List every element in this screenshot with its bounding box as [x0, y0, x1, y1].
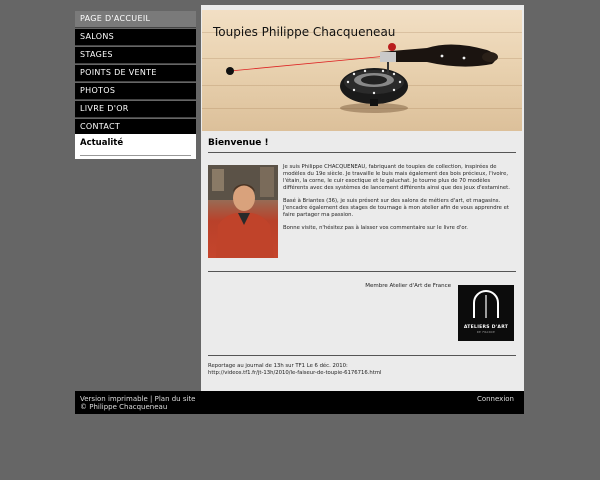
footer — [75, 391, 524, 414]
nav-item-contact[interactable]: CONTACT — [75, 119, 196, 136]
sitemap-link[interactable]: Plan du site — [154, 395, 196, 403]
nav-item-photos[interactable]: PHOTOS — [75, 83, 196, 100]
nav-item-salons[interactable]: SALONS — [75, 29, 196, 46]
news-divider — [80, 155, 191, 156]
copyright: © Philippe Chacqueneau — [80, 403, 168, 411]
site-title: Toupies Philippe Chacqueneau — [213, 25, 396, 39]
launcher-button — [388, 43, 396, 51]
top-center — [361, 76, 387, 85]
nav-item-points-de-vente[interactable]: POINTS DE VENTE — [75, 65, 196, 82]
laser-tip — [226, 67, 234, 75]
login-link[interactable]: Connexion — [476, 395, 514, 403]
logo-line-2: DE FRANCE — [476, 331, 496, 334]
intro-paragraph: Bonne visite, n'hésitez pas à laisser vos commentaire sur le livre d'or. — [283, 225, 468, 231]
header-banner — [202, 10, 522, 131]
portrait-photo — [208, 165, 278, 258]
news-title: Actualité — [80, 138, 124, 148]
main-nav — [75, 11, 196, 137]
launcher-handle — [380, 44, 496, 66]
launcher-ferrule — [380, 52, 396, 62]
report-caption: Reportage au journal de 13h sur TF1 Le 6 déc. 2010: — [208, 363, 348, 369]
portrait-image — [208, 165, 278, 258]
logo-line-1: ATELIERS D'ART — [463, 325, 509, 330]
welcome-heading: Bienvenue ! — [208, 138, 269, 148]
report-link[interactable]: http://videos.tf1.fr/jt-13h/2010/le-faiseur-de-toupie-6176716.html — [208, 370, 382, 376]
intro-paragraph: Je suis Philippe CHACQUENEAU, fabriquant de toupies de collection, inspirées de modèles du 19e siècle. Je travaille le buis mais également des bois précieux, l'ivoire, l'étain, la corne, le cuir exoctique et le galuchat. Je tourne plus de 70 modèles différents avec des systèmes de lancement différents ainsi que des jeux d'estaminet. — [283, 164, 510, 191]
nav-item-livre-dor[interactable]: LIVRE D'OR — [75, 101, 196, 118]
news-box — [75, 134, 196, 159]
ateliers-logo-icon — [458, 285, 514, 325]
print-version-link[interactable]: Version imprimable — [80, 395, 148, 403]
nav-item-home[interactable]: PAGE D'ACCUEIL — [75, 11, 196, 28]
main-content — [201, 5, 524, 391]
intro-paragraph: Basé à Briantes (36), je suis présent sur des salons de métiers d'art, et magasins. J'encadre également des stages de tournage à mon atelier afin de vous apprendre et faire partager ma passion. — [283, 198, 509, 218]
intro-text — [283, 164, 516, 238]
footer-separator: | — [147, 395, 155, 403]
divider — [208, 152, 516, 153]
handle-end — [482, 52, 498, 62]
member-text: Membre Atelier d'Art de France — [365, 283, 451, 289]
nav-item-stages[interactable]: STAGES — [75, 47, 196, 64]
divider — [208, 355, 516, 356]
divider — [208, 271, 516, 272]
ateliers-dart-logo[interactable] — [458, 285, 514, 341]
footer-links — [80, 395, 196, 403]
report-text — [208, 363, 508, 377]
top-tip — [370, 99, 378, 106]
